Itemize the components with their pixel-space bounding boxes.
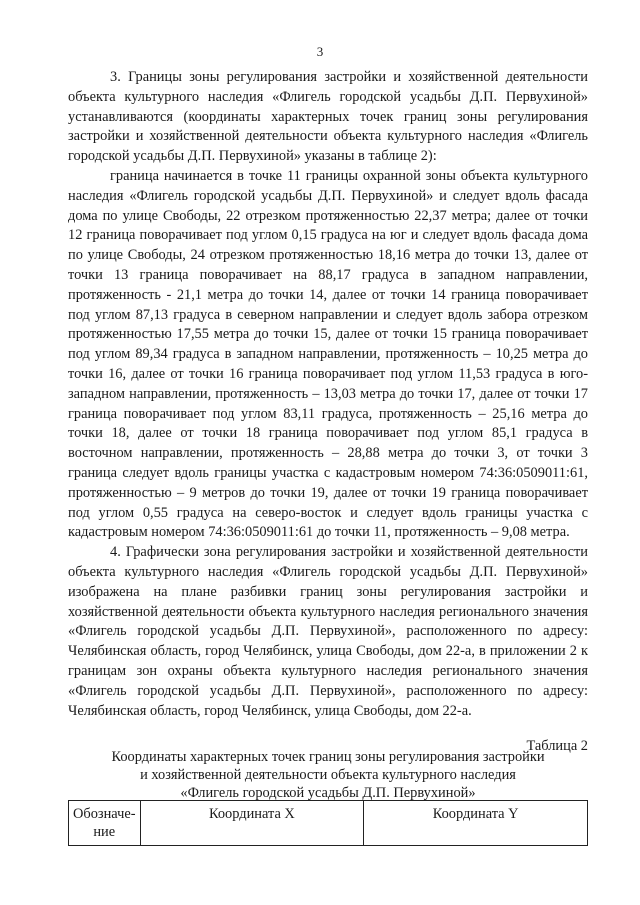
table-title-line-2: и хозяйственной деятельности объекта культурного наследия [140, 767, 516, 783]
table-title-line-1: Координаты характерных точек границ зоны регулирования застройки [111, 749, 545, 765]
coordinates-table [68, 800, 588, 846]
header-coordinate-y: Координата Y [364, 801, 588, 846]
header-designation: Обозначе-ние [69, 801, 141, 846]
paragraph-4: 4. Графически зона регулирования застройки и хозяйственной деятельности объекта культурного наследия «Флигель городской усадьбы Д.П. Первухиной» изображена на плане разбивки границ зоны регулирования застройки и хозяйственной деятельности объекта культурного наследия регионального значения «Флигель городской усадьбы Д.П. Первухиной», расположенного по адресу: Челябинская область, город Челябинск, улица Свободы, дом 22-а, в приложении 2 к границам зон охраны объекта культурного наследия регионального значения «Флигель городской усадьбы Д.П. Первухиной», расположенного по адресу: Челябинская область, город Челябинск, улица Свободы, дом 22-а. [68, 544, 588, 719]
paragraph-boundary-description: граница начинается в точке 11 границы охранной зоны объекта культурного наследия «Флигель городской усадьбы Д.П. Первухиной» и следует вдоль фасада дома по улице Свободы, 22 отрезком протяженностью 22,37 метра; далее от точки 12 граница поворачивает под углом 0,15 градуса на юг и следует вдоль фасада дома по улице Свободы, 24 отрезком протяженностью 18,16 метра до точки 13, далее от точки 13 граница поворачивает на 88,17 градуса в западном направлении, протяженность - 21,1 метра до точки 14, далее от точки 14 граница поворачивает под углом 87,13 градуса в северном направлении и следует вдоль забора отрезком протяженностью 17,55 метра до точки 15, далее от точки 15 граница поворачивает под углом 89,34 градуса в западном направлении, протяженность – 10,25 метра до точки 16, далее от точки 16 граница поворачивает под углом 11,53 градуса в юго-западном направлении, протяженность – 13,03 метра до точки 17, далее от точки 17 граница поворачивает под углом 83,11 градуса, протяженность – 25,16 метра до точки 18, далее от точки 18 граница поворачивает под углом 85,1 градуса в восточном направлении, протяженность – 28,88 метра до точки 3, от точки 3 граница следует вдоль границы участка с кадастровым номером 74:36:0509011:61, протяженностью – 9 метров до точки 19, далее от точки 19 граница поворачивает под углом 0,55 градуса на северо-восток и следует вдоль границы участка с кадастровым номером 74:36:0509011:61 до точки 11, протяженность – 9,08 метра. [68, 167, 588, 541]
table-caption: Таблица 2 [526, 738, 588, 754]
page-number: 3 [316, 44, 324, 59]
document-body [68, 68, 588, 721]
table-title-line-3: «Флигель городской усадьбы Д.П. Первухиной» [180, 785, 476, 801]
table-header-row [69, 801, 588, 846]
header-coordinate-x: Координата X [140, 801, 364, 846]
table-title [68, 748, 588, 802]
paragraph-3: 3. Границы зоны регулирования застройки и хозяйственной деятельности объекта культурного наследия «Флигель городской усадьбы Д.П. Первухиной» устанавливаются (координаты характерных точек границ зоны регулирования застройки и хозяйственной деятельности объекта культурного наследия «Флигель городской усадьбы Д.П. Первухиной» указаны в таблице 2): [68, 69, 588, 165]
